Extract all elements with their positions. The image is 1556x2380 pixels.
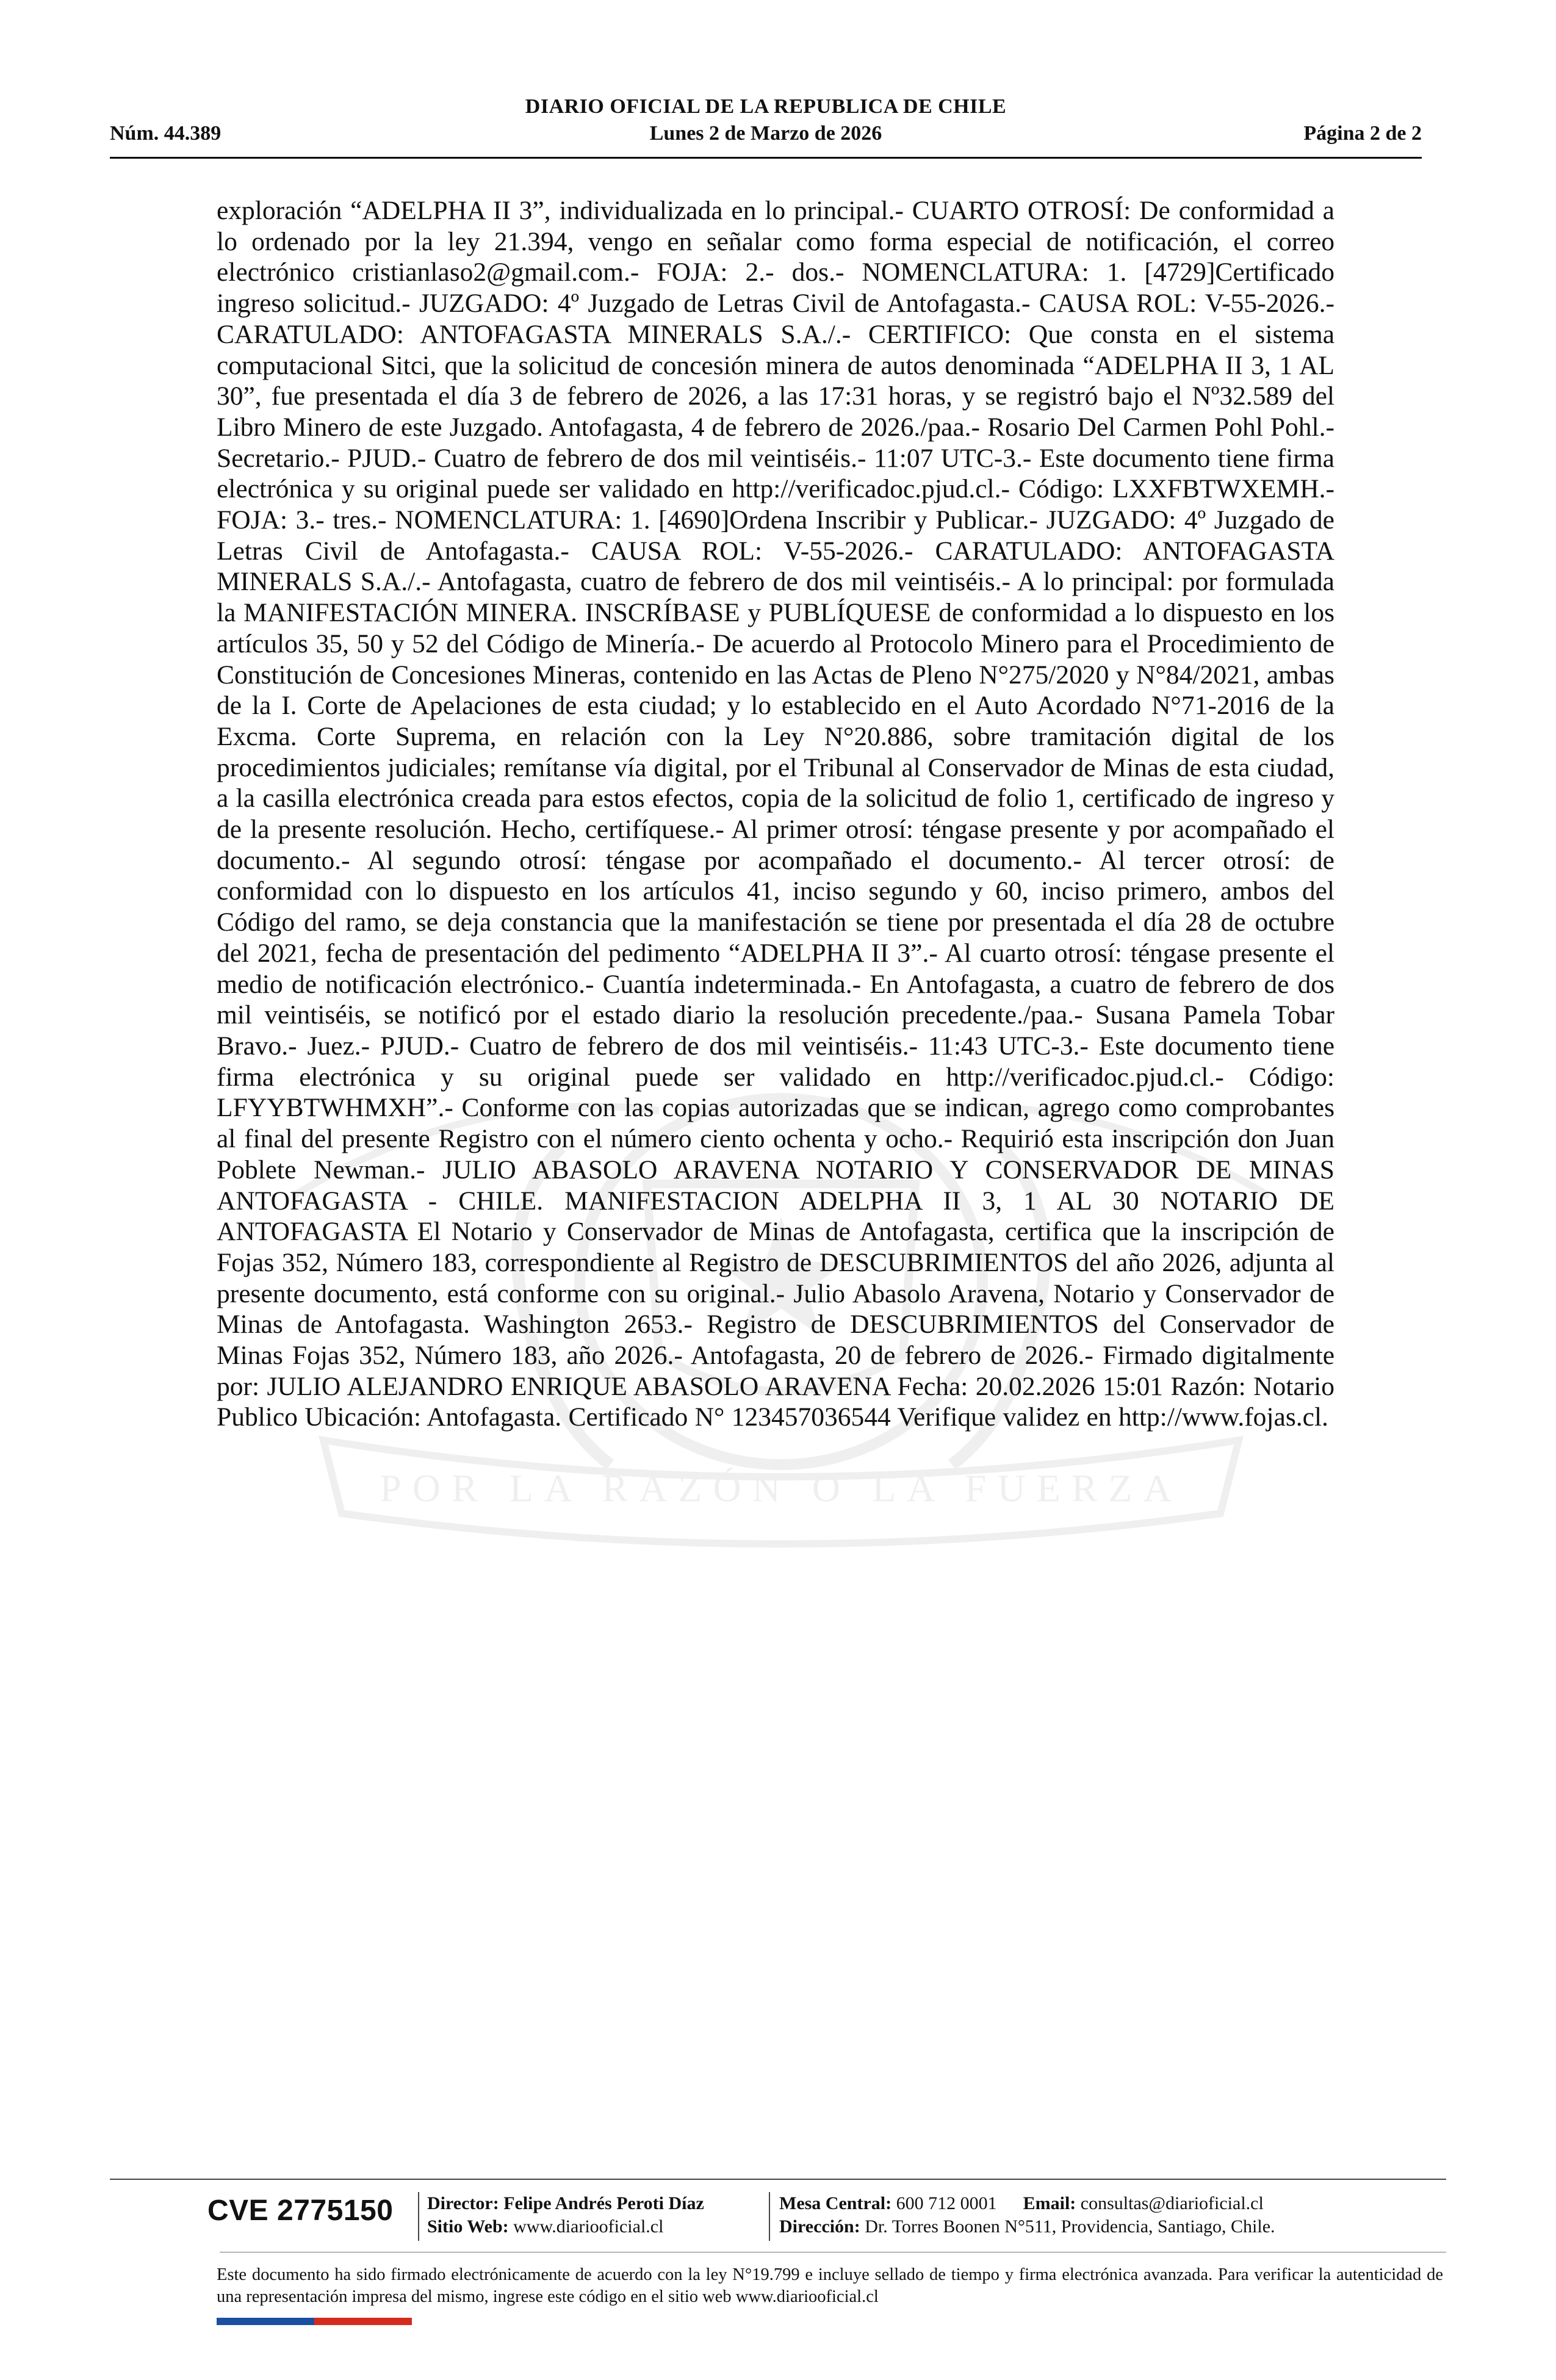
site-link[interactable]: www.diariooficial.cl <box>513 2216 664 2237</box>
issue-number: Núm. 44.389 <box>110 122 222 145</box>
footer-director-block <box>427 2192 704 2238</box>
motto-text: POR LA RAZÓN O LA FUERZA <box>380 1466 1183 1510</box>
flag-color-bar <box>217 2318 412 2325</box>
issue-date: Lunes 2 de Marzo de 2026 <box>649 122 882 145</box>
phone-value: 600 712 0001 <box>896 2193 997 2213</box>
flag-blue-segment <box>217 2318 314 2325</box>
footer-separator <box>418 2192 419 2241</box>
body-paragraph: exploración “ADELPHA II 3”, individualizada en lo principal.- CUARTO OTROSÍ: De conformidad a lo ordenado por la ley 21.394, vengo en señalar como forma especial de notificación, el correo electrónico cristianlaso2@gmail.com.- FOJA: 2.- dos.- NOMENCLATURA: 1. [4729]Certificado ingreso solicitud.- JUZGADO: 4º Juzgado de Letras Civil de Antofagasta.- CAUSA ROL: V-55-2026.- CARATULADO: ANTOFAGASTA MINERALS S.A./.- CERTIFICO: Que consta en el sistema computacional Sitci, que la solicitud de concesión minera de autos denominada “ADELPHA II 3, 1 AL 30”, fue presentada el día 3 de febrero de 2026, a las 17:31 horas, y se registró bajo el Nº32.589 del Libro Minero de este Juzgado. Antofagasta, 4 de febrero de 2026./paa.- Rosario Del Carmen Pohl Pohl.- Secretario.- PJUD.- Cuatro de febrero de dos mil veintiséis.- 11:07 UTC-3.- Este documento tiene firma electrónica y su original puede ser validado en http://verificadoc.pjud.cl.- Código: LXXFBTWXEMH.- FOJA: 3.- tres.- NOMENCLATURA: 1. [4690]Ordena Inscribir y Publicar.- JUZGADO: 4º Juzgado de Letras Civil de Antofagasta.- CAUSA ROL: V-55-2026.- CARATULADO: ANTOFAGASTA MINERALS S.A./.- Antofagasta, cuatro de febrero de dos mil veintiséis.- A lo principal: por formulada la MANIFESTACIÓN MINERA. INSCRÍBASE y PUBLÍQUESE de conformidad a lo dispuesto en los artículos 35, 50 y 52 del Código de Minería.- De acuerdo al Protocolo Minero para el Procedimiento de Constitución de Concesiones Mineras, contenido en las Actas de Pleno N°275/2020 y N°84/2021, ambas de la I. Corte de Apelaciones de esta ciudad; y lo establecido en el Auto Acordado N°71-2016 de la Excma. Corte Suprema, en relación con la Ley N°20.886, sobre tramitación digital de los procedimientos judiciales; remítanse vía digital, por el Tribunal al Conservador de Minas de esta ciudad, a la casilla electrónica creada para estos efectos, copia de la solicitud de folio 1, certificado de ingreso y de la presente resolución. Hecho, certifíquese.- Al primer otrosí: téngase presente y por acompañado el documento.- Al segundo otrosí: téngase por acompañado el documento.- Al tercer otrosí: de conformidad con lo dispuesto en los artículos 41, inciso segundo y 60, inciso primero, ambos del Código del ramo, se deja constancia que la manifestación se tiene por presentada el día 28 de octubre del 2021, fecha de presentación del pedimento “ADELPHA II 3”.- Al cuarto otrosí: téngase presente el medio de notificación electrónico.- Cuantía indeterminada.- En Antofagasta, a cuatro de febrero de dos mil veintiséis, se notificó por el estado diario la resolución precedente./paa.- Susana Pamela Tobar Bravo.- Juez.- PJUD.- Cuatro de febrero de dos mil veintiséis.- 11:43 UTC-3.- Este documento tiene firma electrónica y su original puede ser validado en http://verificadoc.pjud.cl.- Código: LFYYBTWHMXH”.- Conforme con las copias autorizadas que se indican, agrego como comprobantes al final del presente Registro con el número ciento ochenta y ocho.- Requirió esta inscripción don Juan Poblete Newman.- JULIO ABASOLO ARAVENA NOTARIO Y CONSERVADOR DE MINAS ANTOFAGASTA - CHILE. MANIFESTACION ADELPHA II 3, 1 AL 30 NOTARIO DE ANTOFAGASTA El Notario y Conservador de Minas de Antofagasta, certifica que la inscripción de Fojas 352, Número 183, correspondiente al Registro de DESCUBRIMIENTOS del año 2026, adjunta al presente documento, está conforme con su original.- Julio Abasolo Aravena, Notario y Conservador de Minas de Antofagasta. Washington 2653.- Registro de DESCUBRIMIENTOS del Conservador de Minas Fojas 352, Número 183, año 2026.- Antofagasta, 20 de febrero de 2026.- Firmado digitalmente por: JULIO ALEJANDRO ENRIQUE ABASOLO ARAVENA Fecha: 20.02.2026 15:01 Razón: Notario Publico Ubicación: Antofagasta. Certificado N° 123457036544 Verifique validez en http://www.fojas.cl. <box>217 196 1334 1432</box>
footer-top-divider <box>110 2179 1446 2180</box>
page-footer <box>110 2179 1446 2331</box>
publication-title: DIARIO OFICIAL DE LA REPUBLICA DE CHILE <box>525 95 1007 118</box>
footer-separator <box>769 2192 770 2241</box>
director-name: Felipe Andrés Peroti Díaz <box>503 2193 704 2213</box>
footer-contact-block <box>779 2192 1275 2238</box>
email-link[interactable]: consultas@diarioficial.cl <box>1080 2193 1264 2213</box>
header-divider <box>110 157 1422 159</box>
email-label: Email: <box>1023 2193 1076 2213</box>
site-label: Sitio Web: <box>427 2216 509 2237</box>
page-indicator: Página 2 de 2 <box>1303 122 1422 145</box>
director-label: Director: <box>427 2193 499 2213</box>
legal-notice: Este documento ha sido firmado electrónicamente de acuerdo con la ley N°19.799 e incluye sellado de tiempo y firma electrónica avanzada. Para verificar la autenticidad de una representación impresa del mismo, ingrese este código en el sitio web www.diariooficial.cl <box>217 2265 1443 2306</box>
page-header <box>110 92 1422 159</box>
phone-label: Mesa Central: <box>779 2193 892 2213</box>
flag-red-segment <box>314 2318 412 2325</box>
header-meta-row <box>110 122 1422 149</box>
cve-code: CVE 2775150 <box>207 2194 394 2227</box>
address-label: Dirección: <box>779 2216 860 2237</box>
document-body <box>217 195 1334 1433</box>
address-value: Dr. Torres Boonen N°511, Providencia, Santiago, Chile. <box>865 2216 1275 2237</box>
